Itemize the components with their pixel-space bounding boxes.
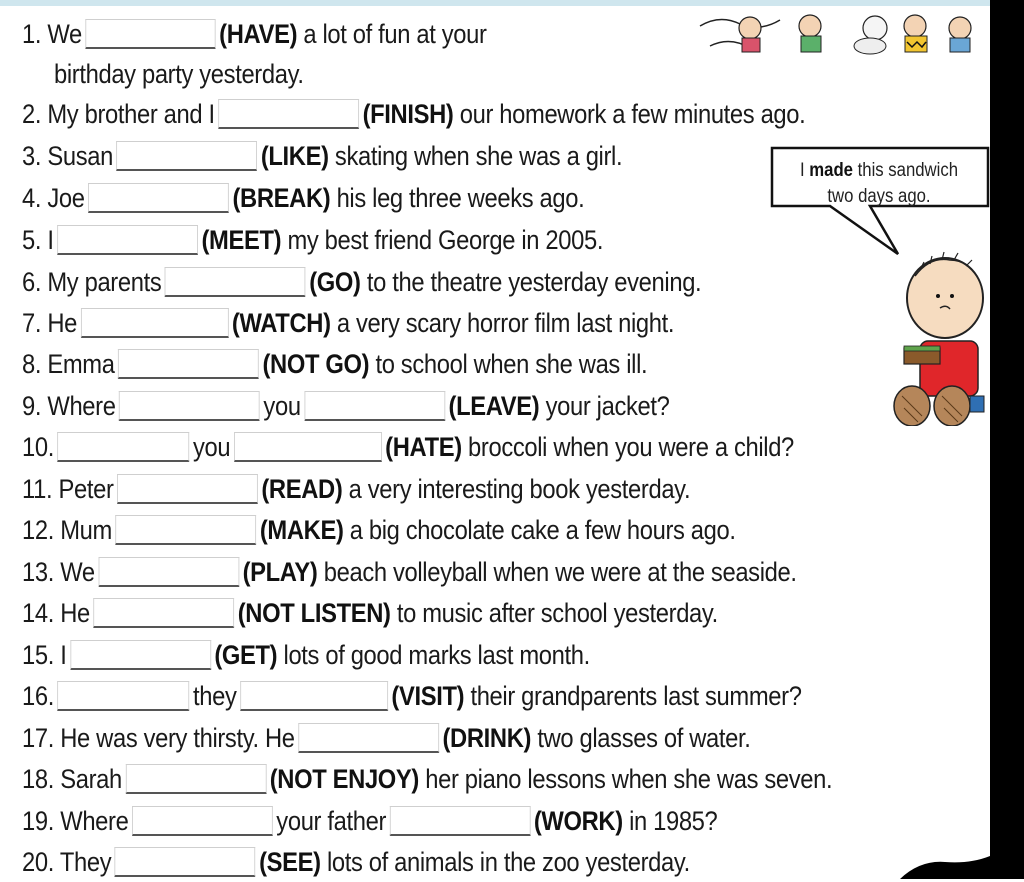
exercise-item-2: 2. My brother and I (FINISH) our homework a few minutes ago. bbox=[22, 99, 806, 129]
answer-blank-4[interactable] bbox=[88, 183, 229, 213]
answer-blank-7[interactable] bbox=[81, 308, 229, 338]
answer-blank-14[interactable] bbox=[93, 598, 234, 628]
answer-blank-16b[interactable] bbox=[240, 681, 388, 711]
answer-blank-5[interactable] bbox=[57, 225, 198, 255]
answer-blank-6[interactable] bbox=[165, 267, 306, 297]
answer-blank-19a[interactable] bbox=[132, 806, 273, 836]
answer-blank-3[interactable] bbox=[117, 141, 258, 171]
answer-blank-20[interactable] bbox=[115, 847, 256, 877]
answer-blank-1[interactable] bbox=[85, 19, 215, 49]
worksheet bbox=[0, 6, 990, 879]
boy-with-sandwich-illustration bbox=[890, 246, 990, 426]
answer-blank-10a[interactable] bbox=[58, 432, 190, 462]
exercise-item-6: 6. My parents (GO) to the theatre yesterday evening. bbox=[22, 267, 702, 297]
exercise-item-3: 3. Susan (LIKE) skating when she was a girl. bbox=[22, 141, 623, 171]
right-edge-bar bbox=[990, 0, 1024, 879]
exercise-item-11: 11. Peter (READ) a very interesting book yesterday. bbox=[22, 474, 691, 504]
speech-bubble-text: I made this sandwich two days ago. bbox=[799, 160, 958, 207]
exercise-item-10: 10. you (HATE) broccoli when you were a child? bbox=[22, 432, 794, 462]
exercise-item-18: 18. Sarah (NOT ENJOY) her piano lessons when she was seven. bbox=[22, 764, 833, 794]
exercise-item-13: 13. We (PLAY) beach volleyball when we were at the seaside. bbox=[22, 557, 797, 587]
cartoon-characters-illustration bbox=[690, 6, 990, 60]
exercise-item-7: 7. He (WATCH) a very scary horror film last night. bbox=[22, 308, 675, 338]
answer-blank-11[interactable] bbox=[117, 474, 258, 504]
exercise-item-19: 19. Where your father (WORK) in 1985? bbox=[22, 806, 718, 836]
exercise-item-20: 20. They (SEE) lots of animals in the zoo yesterday. bbox=[22, 847, 690, 877]
exercise-item-16: 16. they (VISIT) their grandparents last summer? bbox=[22, 681, 802, 711]
answer-blank-17[interactable] bbox=[298, 723, 439, 753]
exercise-item-17: 17. He was very thirsty. He (DRINK) two glasses of water. bbox=[22, 723, 751, 753]
exercise-item-5: 5. I (MEET) my best friend George in 2005. bbox=[22, 225, 604, 255]
answer-blank-13[interactable] bbox=[98, 557, 239, 587]
exercise-item-4: 4. Joe (BREAK) his leg three weeks ago. bbox=[22, 183, 585, 213]
exercise-item-1-continued: birthday party yesterday. bbox=[54, 59, 304, 89]
answer-blank-2[interactable] bbox=[218, 99, 359, 129]
exercise-item-1: 1. We (HAVE) a lot of fun at your bbox=[22, 19, 487, 49]
answer-blank-12[interactable] bbox=[116, 515, 257, 545]
corner-shape bbox=[900, 856, 990, 879]
answer-blank-16a[interactable] bbox=[58, 681, 190, 711]
exercise-item-14: 14. He (NOT LISTEN) to music after school yesterday. bbox=[22, 598, 718, 628]
exercise-item-8: 8. Emma (NOT GO) to school when she was ill. bbox=[22, 349, 648, 379]
answer-blank-15[interactable] bbox=[70, 640, 211, 670]
answer-blank-9a[interactable] bbox=[119, 391, 260, 421]
answer-blank-10b[interactable] bbox=[234, 432, 382, 462]
answer-blank-18[interactable] bbox=[125, 764, 266, 794]
exercise-item-15: 15. I (GET) lots of good marks last month. bbox=[22, 640, 590, 670]
answer-blank-8[interactable] bbox=[118, 349, 259, 379]
answer-blank-9b[interactable] bbox=[304, 391, 445, 421]
answer-blank-19b[interactable] bbox=[390, 806, 531, 836]
exercise-item-9: 9. Where you (LEAVE) your jacket? bbox=[22, 391, 670, 421]
exercise-item-12: 12. Mum (MAKE) a big chocolate cake a few hours ago. bbox=[22, 515, 736, 545]
